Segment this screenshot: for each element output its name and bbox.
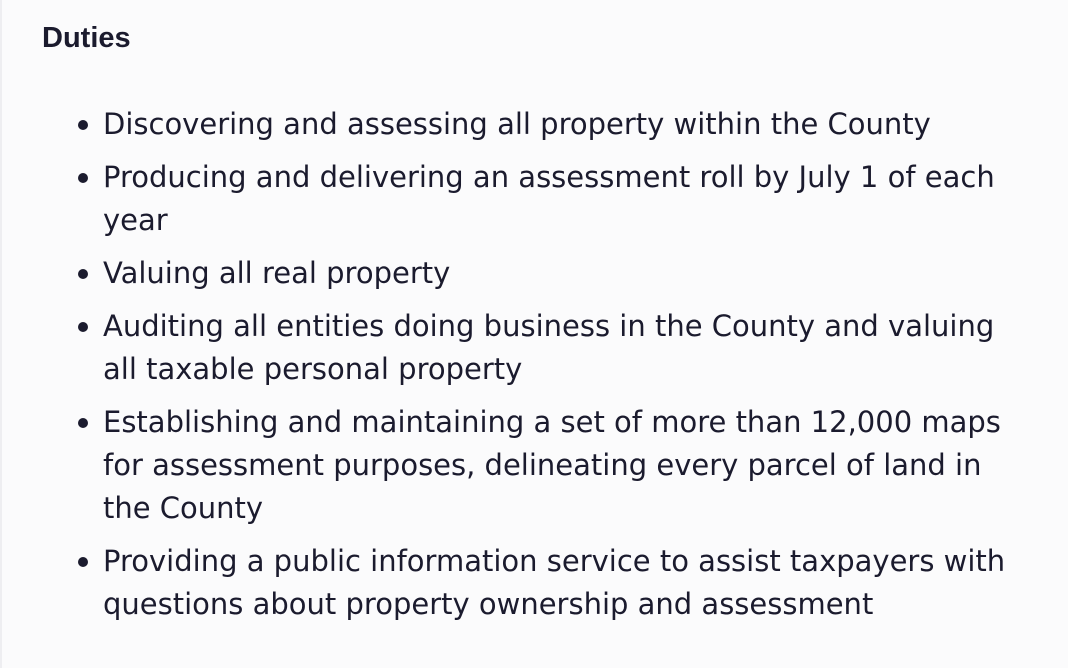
list-item xyxy=(42,305,1032,391)
list-item xyxy=(42,401,1032,530)
list-item-text: Establishing and maintaining a set of more than 12,000 maps for assessment purposes, delineating every parcel of land in the County xyxy=(103,405,1001,525)
list-item-text: Valuing all real property xyxy=(103,256,451,290)
list-item-text: Auditing all entities doing business in the County and valuing all taxable personal property xyxy=(103,309,995,386)
section-heading: Duties xyxy=(42,22,131,54)
list-item xyxy=(42,540,1032,626)
list-item xyxy=(42,103,1032,146)
bullet-icon xyxy=(78,322,88,332)
duties-list xyxy=(42,103,1032,626)
list-item-text: Producing and delivering an assessment roll by July 1 of each year xyxy=(103,160,995,237)
bullet-icon xyxy=(78,269,88,279)
list-item-text: Discovering and assessing all property within the County xyxy=(103,107,931,141)
list-item xyxy=(42,156,1032,242)
page-edge xyxy=(0,0,2,668)
list-item-text: Providing a public information service to assist taxpayers with questions about property ownership and assessment xyxy=(103,544,1006,621)
bullet-icon xyxy=(78,557,88,567)
bullet-icon xyxy=(78,173,88,183)
list-item xyxy=(42,252,1032,295)
bullet-icon xyxy=(78,418,88,428)
duties-section xyxy=(42,18,1032,636)
bullet-icon xyxy=(78,120,88,130)
